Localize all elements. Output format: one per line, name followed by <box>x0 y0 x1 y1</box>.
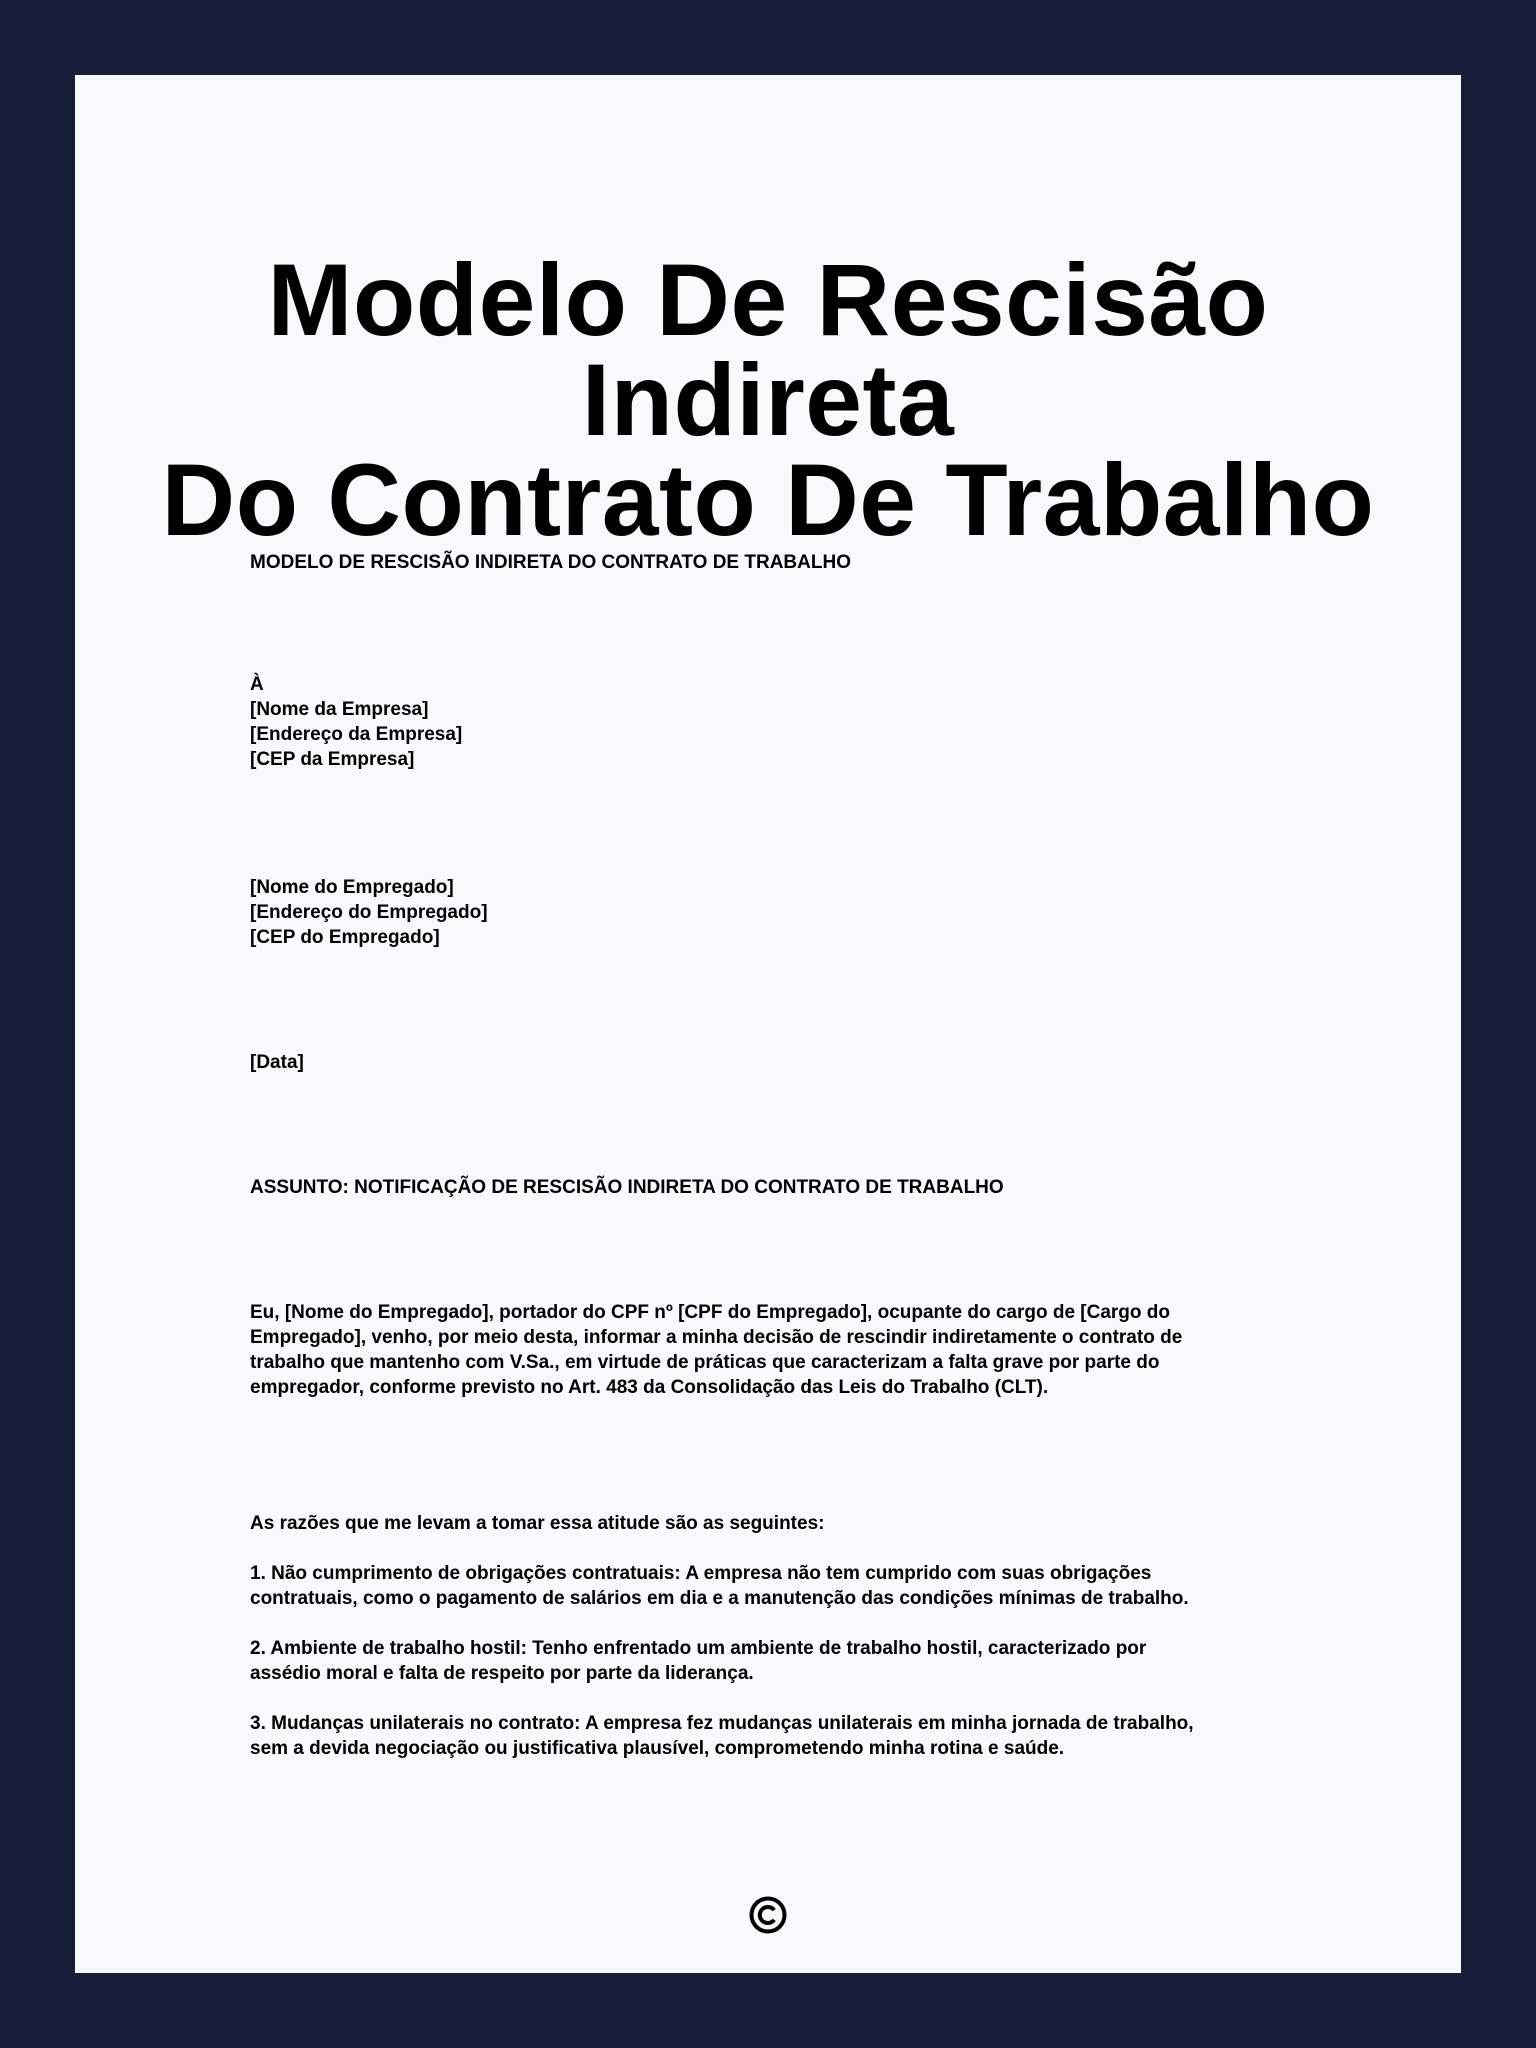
page-title-line-1: Modelo De Rescisão Indireta <box>267 243 1269 457</box>
reasons-intro: As razões que me levam a tomar essa atitude são as seguintes: <box>250 1513 825 1534</box>
reason-item <box>250 1561 1290 1611</box>
reason-item <box>250 1711 1290 1761</box>
body-line: trabalho que mantenho com V.Sa., em virtude de práticas que caracterizam a falta grave por parte do <box>250 1352 1160 1373</box>
recipient-line: À <box>250 674 264 695</box>
reasons-section <box>250 1511 1290 1786</box>
copyright-icon <box>748 1895 788 1935</box>
document-date: [Data] <box>250 1052 304 1073</box>
body-paragraph <box>250 1300 1290 1400</box>
page-footer <box>75 1895 1461 1940</box>
recipient-line: [Endereço da Empresa] <box>250 724 463 745</box>
document-heading: MODELO DE RESCISÃO INDIRETA DO CONTRATO DE TRABALHO <box>250 552 851 573</box>
reason-line: 3. Mudanças unilaterais no contrato: A empresa fez mudanças unilaterais em minha jornada de trabalho, <box>250 1713 1194 1734</box>
page-title-line-2: Do Contrato De Trabalho <box>161 443 1375 557</box>
document-page <box>75 75 1461 1973</box>
reason-line: sem a devida negociação ou justificativa plausível, comprometendo minha rotina e saúde. <box>250 1738 1065 1759</box>
reason-line: assédio moral e falta de respeito por parte da liderança. <box>250 1663 754 1684</box>
reason-item <box>250 1636 1290 1686</box>
recipient-line: [Nome da Empresa] <box>250 699 429 720</box>
reason-line: contratuais, como o pagamento de salários em dia e a manutenção das condições mínimas de trabalho. <box>250 1588 1189 1609</box>
sender-line: [Nome do Empregado] <box>250 877 454 898</box>
page-title <box>75 243 1461 557</box>
sender-address <box>250 875 1290 950</box>
recipient-address <box>250 672 1290 772</box>
document-subject: ASSUNTO: NOTIFICAÇÃO DE RESCISÃO INDIRETA DO CONTRATO DE TRABALHO <box>250 1177 1004 1198</box>
sender-line: [CEP do Empregado] <box>250 927 440 948</box>
reason-line: 1. Não cumprimento de obrigações contratuais: A empresa não tem cumprido com suas obrigações <box>250 1563 1152 1584</box>
reason-line: 2. Ambiente de trabalho hostil: Tenho enfrentado um ambiente de trabalho hostil, caracterizado por <box>250 1638 1147 1659</box>
body-line: Empregado], venho, por meio desta, informar a minha decisão de rescindir indiretamente o contrato de <box>250 1327 1183 1348</box>
sender-line: [Endereço do Empregado] <box>250 902 488 923</box>
body-line: Eu, [Nome do Empregado], portador do CPF nº [CPF do Empregado], ocupante do cargo de [Cargo do <box>250 1302 1171 1323</box>
body-line: empregador, conforme previsto no Art. 483 da Consolidação das Leis do Trabalho (CLT). <box>250 1377 1049 1398</box>
recipient-line: [CEP da Empresa] <box>250 749 415 770</box>
